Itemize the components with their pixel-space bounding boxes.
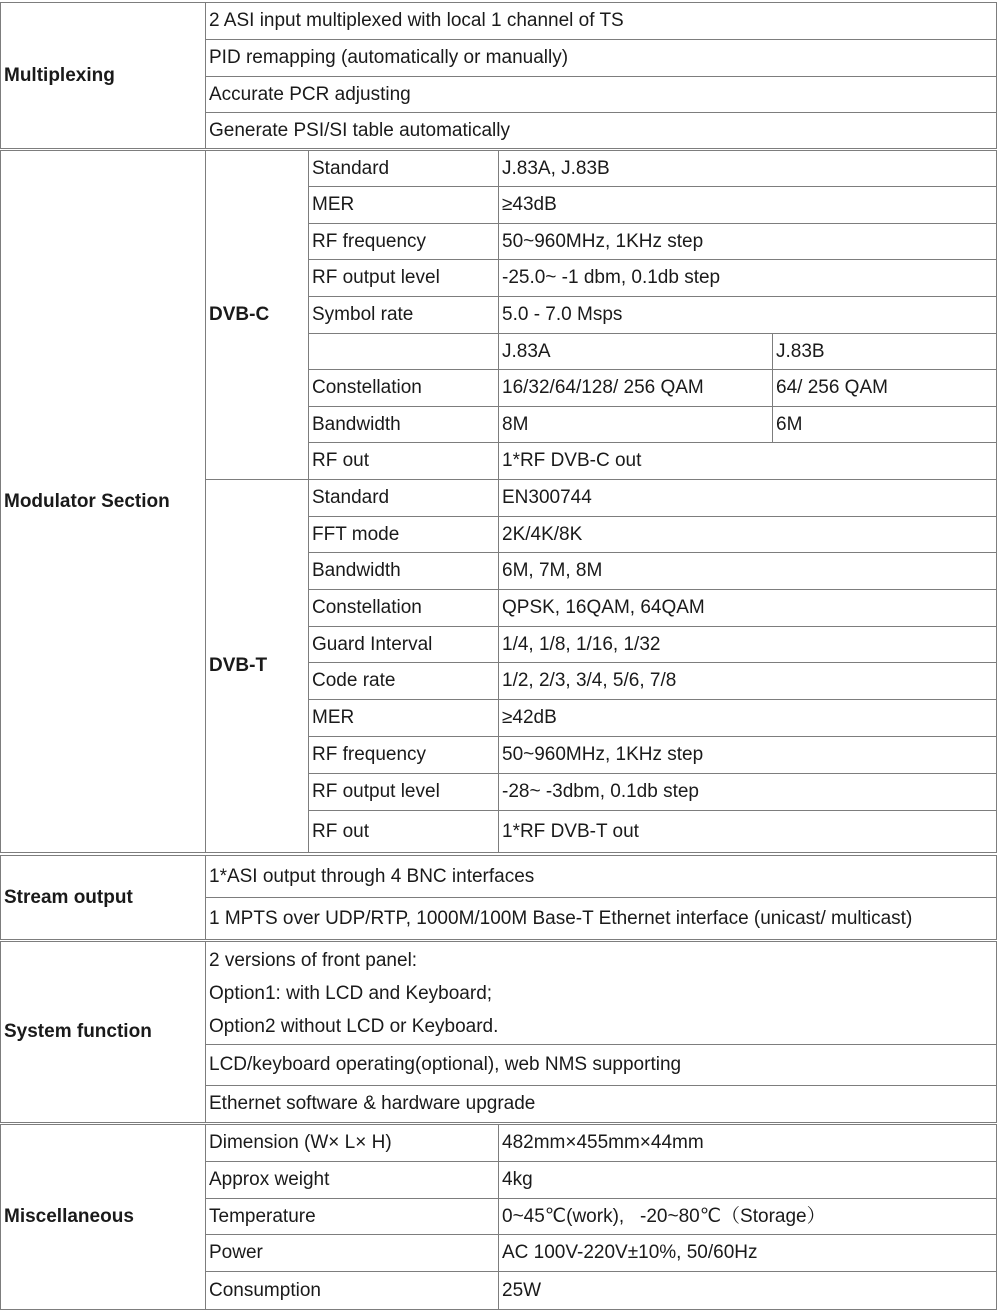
param-label: RF out (308, 442, 499, 480)
section-stream-output: Stream output (0, 855, 206, 940)
front-panel-line: Option2 without LCD or Keyboard. (209, 1015, 499, 1037)
param-label: RF frequency (308, 223, 499, 260)
front-panel-line: Option1: with LCD and Keyboard; (209, 982, 493, 1004)
param-value: EN300744 (498, 479, 997, 517)
param-label: Approx weight (205, 1161, 499, 1199)
param-value: 64/ 256 QAM (772, 369, 997, 407)
param-value: ≥43dB (498, 186, 997, 224)
param-label: Constellation (308, 369, 499, 407)
param-label: Temperature (205, 1198, 499, 1235)
param-value: 4kg (498, 1161, 997, 1199)
param-label: FFT mode (308, 516, 499, 553)
sub-header-j83b: J.83B (772, 333, 997, 370)
front-panel-line: 2 versions of front panel: (209, 949, 418, 971)
param-value: 16/32/64/128/ 256 QAM (498, 369, 773, 407)
param-label: RF output level (308, 773, 499, 811)
param-label: Symbol rate (308, 296, 499, 334)
param-value: 1/4, 1/8, 1/16, 1/32 (498, 626, 997, 663)
system-function-item: Ethernet software & hardware upgrade (205, 1085, 997, 1123)
param-label: Code rate (308, 662, 499, 700)
subsection-dvb-t: DVB-T (205, 479, 309, 853)
param-value: AC 100V-220V±10%, 50/60Hz (498, 1234, 997, 1272)
multiplexing-item: Generate PSI/SI table automatically (205, 112, 997, 149)
param-label: Dimension (W× L× H) (205, 1124, 499, 1162)
param-label: Bandwidth (308, 406, 499, 443)
multiplexing-item: Accurate PCR adjusting (205, 76, 997, 113)
section-multiplexing: Multiplexing (0, 2, 206, 149)
param-value: 8M (498, 406, 773, 443)
param-label: RF out (308, 810, 499, 853)
param-label: RF frequency (308, 736, 499, 774)
param-value: 6M (772, 406, 997, 443)
param-label: Constellation (308, 589, 499, 627)
section-modulator: Modulator Section (0, 150, 206, 853)
param-label: Guard Interval (308, 626, 499, 663)
section-miscellaneous: Miscellaneous (0, 1124, 206, 1310)
param-label: Standard (308, 150, 499, 187)
param-label (308, 333, 499, 370)
param-value: QPSK, 16QAM, 64QAM (498, 589, 997, 627)
param-value: 50~960MHz, 1KHz step (498, 223, 997, 260)
param-value: J.83A, J.83B (498, 150, 997, 187)
param-label: MER (308, 699, 499, 737)
sub-header-j83a: J.83A (498, 333, 773, 370)
subsection-dvb-c: DVB-C (205, 150, 309, 480)
param-value: 1/2, 2/3, 3/4, 5/6, 7/8 (498, 662, 997, 700)
multiplexing-item: 2 ASI input multiplexed with local 1 channel of TS (205, 2, 997, 40)
system-function-item: LCD/keyboard operating(optional), web NMS supporting (205, 1044, 997, 1086)
multiplexing-item: PID remapping (automatically or manually) (205, 39, 997, 77)
param-value: 25W (498, 1271, 997, 1310)
param-label: MER (308, 186, 499, 224)
param-label: Power (205, 1234, 499, 1272)
param-value: 50~960MHz, 1KHz step (498, 736, 997, 774)
param-value: 1*RF DVB-C out (498, 442, 997, 480)
param-value: 5.0 - 7.0 Msps (498, 296, 997, 334)
section-system-function: System function (0, 941, 206, 1123)
param-label: RF output level (308, 259, 499, 297)
param-value: -28~ -3dbm, 0.1db step (498, 773, 997, 811)
param-value: 0~45℃(work), -20~80℃（Storage） (498, 1198, 997, 1235)
stream-output-item: 1 MPTS over UDP/RTP, 1000M/100M Base-T Ethernet interface (unicast/ multicast) (205, 897, 997, 940)
param-value: ≥42dB (498, 699, 997, 737)
param-value: 1*RF DVB-T out (498, 810, 997, 853)
param-value: -25.0~ -1 dbm, 0.1db step (498, 259, 997, 297)
param-label: Consumption (205, 1271, 499, 1310)
front-panel-versions (205, 941, 997, 1045)
param-value: 6M, 7M, 8M (498, 552, 997, 590)
stream-output-item: 1*ASI output through 4 BNC interfaces (205, 855, 997, 898)
param-value: 2K/4K/8K (498, 516, 997, 553)
param-label: Bandwidth (308, 552, 499, 590)
param-label: Standard (308, 479, 499, 517)
param-value: 482mm×455mm×44mm (498, 1124, 997, 1162)
